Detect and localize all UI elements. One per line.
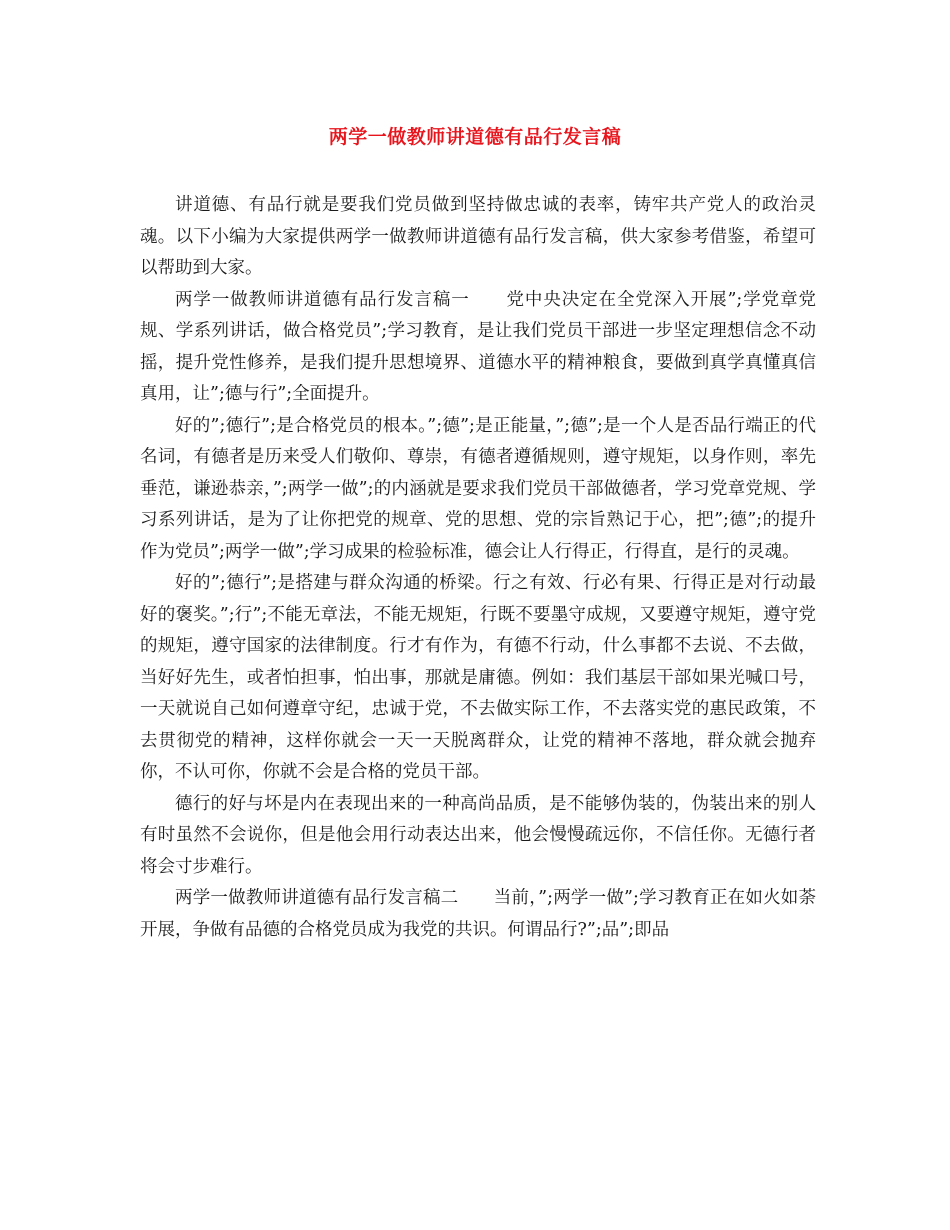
document-body (140, 190, 816, 946)
paragraph-virtue-bridge: 好的”;德行”;是搭建与群众沟通的桥梁。行之有效、行必有果、行得正是对行动最好的褒奖。”;行”;不能无章法，不能无规矩，行既不要墨守成规，又要遵守规矩，遵守党的规矩，遵守国家的法律制度。行才有作为，有德不行动，什么事都不去说、不去做，当好好先生，或者怕担事，怕出事，那就是庸德。例如：我们基层干部如果光喊口号，一天就说自己如何遵章守纪，忠诚于党，不去做实际工作，不去落实党的惠民政策，不去贯彻党的精神，这样你就会一天一天脱离群众，让党的精神不落地，群众就会抛弃你，不认可你，你就不会是合格的党员干部。 (140, 573, 816, 782)
paragraph-intro: 讲道德、有品行就是要我们党员做到坚持做忠诚的表率，铸牢共产党人的政治灵魂。以下小编为大家提供两学一做教师讲道德有品行发言稿，供大家参考借鉴，希望可以帮助到大家。 (140, 195, 816, 278)
paragraph-virtue-quality: 德行的好与坏是内在表现出来的一种高尚品质，是不能够伪装的，伪装出来的别人有时虽然不会说你，但是他会用行动表达出来，他会慢慢疏远你，不信任你。无德行者将会寸步难行。 (140, 793, 816, 877)
paragraph-virtue-foundation: 好的”;德行”;是合格党员的根本。”;德”;是正能量，”;德”;是一个人是否品行端正的代名词，有德者是历来受人们敬仰、尊崇，有德者遵循规则，遵守规矩，以身作则，率先垂范，谦逊恭亲，”;两学一做”;的内涵就是要求我们党员干部做德者，学习党章党规、学习系列讲话，是为了让你把党的规章、党的思想、党的宗旨熟记于心，把”;德”;的提升作为党员”;两学一做”;学习成果的检验标准，德会让人行得正，行得直，是行的灵魂。 (140, 415, 816, 562)
paragraph-speech-two-opening: 两学一做教师讲道德有品行发言稿二 当前，”;两学一做”;学习教育正在如火如荼开展，争做有品德的合格党员成为我党的共识。何谓品行?”;品”;即品 (140, 888, 816, 940)
document-title: 两学一做教师讲道德有品行发言稿 (328, 126, 622, 148)
paragraph-speech-one-opening: 两学一做教师讲道德有品行发言稿一 党中央决定在全党深入开展”;学党章党规、学系列讲话，做合格党员”;学习教育，是让我们党员干部进一步坚定理想信念不动摇，提升党性修养，是我们提升思想境界、道德水平的精神粮食，要做到真学真懂真信真用，让”;德与行”;全面提升。 (140, 289, 816, 404)
